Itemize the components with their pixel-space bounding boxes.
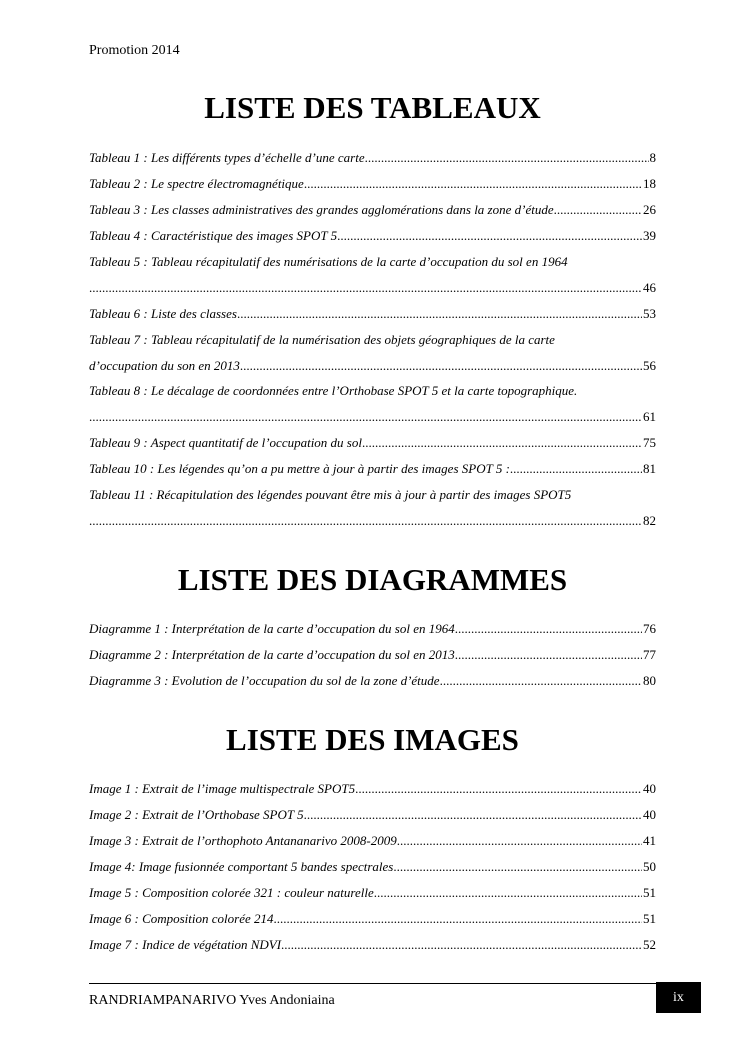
toc-entry-tableau-9[interactable]	[89, 435, 656, 451]
entry-page: 82	[643, 513, 656, 528]
entry-label: Image 1 : Extrait de l’image multispectrale SPOT5	[89, 781, 356, 796]
page-number: ix	[673, 989, 684, 1005]
dot-leader	[355, 781, 642, 797]
entry-page: 46	[643, 280, 656, 295]
dot-leader	[455, 621, 642, 637]
toc-entry-diagramme-1[interactable]	[89, 621, 656, 637]
entry-page: 51	[643, 885, 656, 900]
entry-label: Tableau 8 : Le décalage de coordonnées entre l’Orthobase SPOT 5 et la carte topographique.	[89, 383, 578, 398]
entry-label: Diagramme 3 : Evolution de l’occupation du sol de la zone d’étude	[89, 673, 440, 688]
entry-label: Image 3 : Extrait de l’orthophoto Antananarivo 2008-2009	[89, 833, 397, 848]
section-title-diagrammes: LISTE DES DIAGRAMMES	[177, 562, 568, 597]
toc-entry-image-2[interactable]	[89, 807, 656, 823]
entry-page: 40	[643, 807, 656, 822]
dot-leader	[89, 409, 642, 425]
page-number-badge	[656, 982, 701, 1013]
dot-leader	[304, 176, 642, 192]
entry-label: Image 2 : Extrait de l’Orthobase SPOT 5	[89, 807, 304, 822]
entry-label: Tableau 11 : Récapitulation des légendes pouvant être mis à jour à partir des images SPOT5	[89, 487, 572, 502]
entry-page: 8	[649, 150, 656, 165]
entry-page: 52	[643, 937, 656, 952]
entry-page: 56	[643, 358, 656, 373]
entry-label: Image 7 : Indice de végétation NDVI	[89, 937, 282, 952]
dot-leader	[240, 358, 642, 374]
entry-page: 61	[643, 409, 656, 424]
entry-label: Tableau 7 : Tableau récapitulatif de la numérisation des objets géographiques de la carte	[89, 332, 555, 347]
dot-leader	[393, 859, 642, 875]
dot-leader	[455, 647, 642, 663]
toc-entry-tableau-1[interactable]	[89, 150, 656, 166]
footer-author: RANDRIAMPANARIVO Yves Andoniaina	[89, 993, 335, 1008]
entry-page: 53	[643, 306, 656, 321]
toc-entry-tableau-11[interactable]	[89, 487, 656, 529]
dot-leader	[281, 937, 642, 953]
toc-entry-image-4[interactable]	[89, 859, 656, 875]
toc-entry-image-1[interactable]	[89, 781, 656, 797]
entry-page: 51	[643, 911, 656, 926]
entry-label: Tableau 5 : Tableau récapitulatif des numérisations de la carte d’occupation du sol en 1964	[89, 254, 568, 269]
toc-entry-tableau-7[interactable]	[89, 332, 656, 374]
section-title-images: LISTE DES IMAGES	[226, 722, 519, 757]
dot-leader	[554, 202, 642, 218]
entry-label: Diagramme 1 : Interprétation de la carte d’occupation du sol en 1964	[89, 621, 455, 636]
dot-leader	[337, 228, 642, 244]
toc-entry-image-5[interactable]	[89, 885, 656, 901]
entry-page: 76	[643, 621, 656, 636]
dot-leader	[365, 150, 649, 166]
entry-label: Tableau 1 : Les différents types d’échelle d’une carte	[89, 150, 365, 165]
entry-page: 26	[643, 202, 656, 217]
toc-entry-tableau-8[interactable]	[89, 383, 656, 425]
dot-leader	[374, 885, 642, 901]
dot-leader	[362, 435, 642, 451]
dot-leader	[440, 673, 642, 689]
dot-leader	[397, 833, 642, 849]
entry-page: 50	[643, 859, 656, 874]
toc-entry-diagramme-2[interactable]	[89, 647, 656, 663]
page-header: Promotion 2014	[89, 43, 180, 58]
toc-entry-tableau-3[interactable]	[89, 202, 656, 218]
entry-label: Diagramme 2 : Interprétation de la carte d’occupation du sol en 2013	[89, 647, 455, 662]
entry-label: Tableau 4 : Caractéristique des images SPOT 5	[89, 228, 338, 243]
entry-label: Tableau 3 : Les classes administratives des grandes agglomérations dans la zone d’étude	[89, 202, 554, 217]
entry-label: Image 6 : Composition colorée 214	[89, 911, 274, 926]
entry-page: 77	[643, 647, 656, 662]
entry-label: Tableau 9 : Aspect quantitatif de l’occupation du sol	[89, 435, 362, 450]
toc-entry-tableau-10[interactable]	[89, 461, 656, 477]
dot-leader	[89, 513, 642, 529]
toc-entry-image-7[interactable]	[89, 937, 656, 953]
dot-leader	[510, 461, 642, 477]
entry-page: 80	[643, 673, 656, 688]
entry-label-continued: d’occupation du son en 2013	[89, 358, 240, 373]
entry-label: Tableau 10 : Les légendes qu’on a pu mettre à jour à partir des images SPOT 5 :	[89, 461, 510, 476]
entry-label: Tableau 2 : Le spectre électromagnétique	[89, 176, 304, 191]
dot-leader	[89, 280, 642, 296]
toc-entry-tableau-2[interactable]	[89, 176, 656, 192]
entry-page: 40	[643, 781, 656, 796]
entry-page: 39	[643, 228, 656, 243]
toc-entry-image-3[interactable]	[89, 833, 656, 849]
entry-page: 81	[643, 461, 656, 476]
toc-entry-tableau-6[interactable]	[89, 306, 656, 322]
dot-leader	[304, 807, 642, 823]
entry-label: Image 5 : Composition colorée 321 : couleur naturelle	[89, 885, 374, 900]
entry-page: 41	[643, 833, 656, 848]
entry-label: Tableau 6 : Liste des classes	[89, 306, 237, 321]
footer-divider	[89, 983, 656, 984]
entry-label: Image 4: Image fusionnée comportant 5 bandes spectrales	[89, 859, 394, 874]
entry-page: 75	[643, 435, 656, 450]
toc-entry-image-6[interactable]	[89, 911, 656, 927]
toc-entry-tableau-4[interactable]	[89, 228, 656, 244]
section-title-tableaux: LISTE DES TABLEAUX	[204, 90, 541, 125]
toc-entry-tableau-5[interactable]	[89, 254, 656, 296]
toc-entry-diagramme-3[interactable]	[89, 673, 656, 689]
dot-leader	[274, 911, 642, 927]
dot-leader	[237, 306, 642, 322]
entry-page: 18	[643, 176, 656, 191]
